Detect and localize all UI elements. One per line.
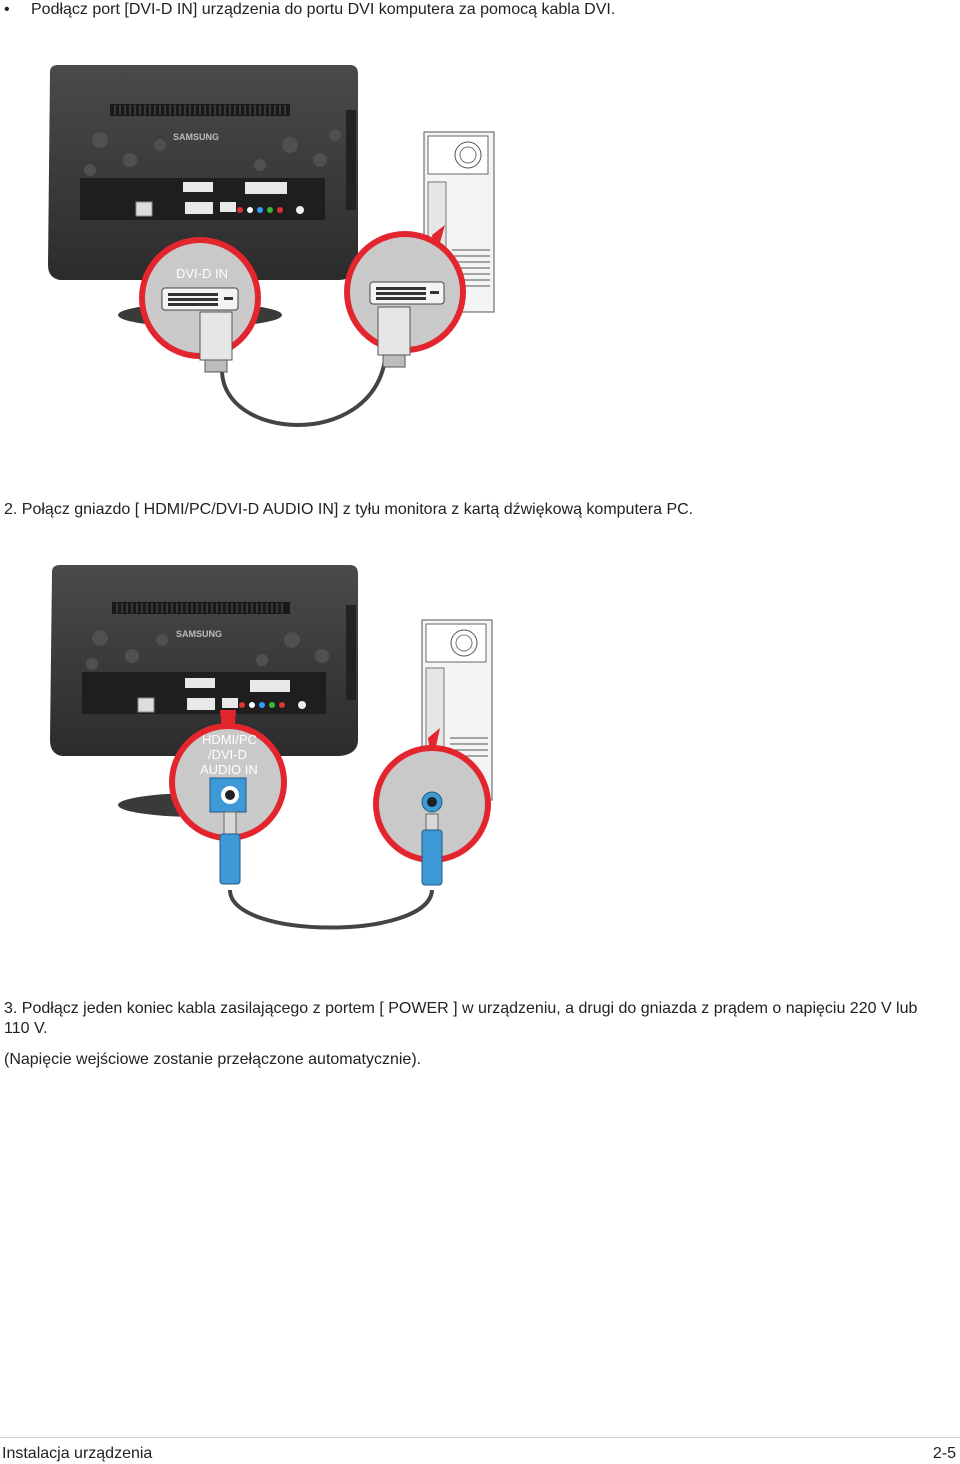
port-block-dvi bbox=[183, 182, 213, 192]
footer-page-number: 2-5 bbox=[932, 1445, 956, 1462]
callout-label-line3: AUDIO IN bbox=[200, 762, 258, 777]
audio-cable bbox=[230, 890, 432, 928]
dvi-cable bbox=[222, 360, 385, 425]
port-block-hdmi bbox=[220, 202, 236, 212]
power-port bbox=[136, 202, 152, 216]
monitor-vent bbox=[112, 602, 290, 614]
dvi-plug-monitor bbox=[200, 312, 232, 360]
port-block-scart bbox=[250, 680, 290, 692]
power-port bbox=[138, 698, 154, 712]
footer-divider bbox=[0, 1437, 960, 1438]
step2-text: 2. Połącz gniazdo [ HDMI/PC/DVI-D AUDIO IN] z tyłu monitora z kartą dźwiękową komputera PC. bbox=[4, 501, 694, 518]
callout-label-line2: /DVI-D bbox=[208, 747, 247, 762]
monitor-brand-logo: SAMSUNG bbox=[176, 629, 223, 639]
dvi-plug-pc bbox=[378, 307, 410, 355]
step3-text-line2: 110 V. bbox=[4, 1020, 48, 1037]
step3-text-line1: 3. Podłącz jeden koniec kabla zasilającego z portem [ POWER ] w urządzeniu, a drugi do gniazda z prądem o napięciu 220 V lub bbox=[4, 1000, 918, 1017]
port-block-scart bbox=[245, 182, 287, 194]
bullet-marker: • bbox=[4, 1, 10, 18]
pc-psu bbox=[428, 136, 488, 174]
footer-section-title: Instalacja urządzenia bbox=[2, 1445, 153, 1462]
audio-plug-pc bbox=[426, 814, 438, 830]
monitor-brand-logo: SAMSUNG bbox=[173, 132, 220, 142]
port-block-dvi bbox=[185, 678, 215, 688]
figure-dvi-connection bbox=[40, 60, 510, 440]
callout-label-dvi-d-in: DVI-D IN bbox=[176, 266, 228, 281]
port-block-vga bbox=[187, 698, 215, 710]
audio-plug-monitor bbox=[224, 812, 236, 834]
vent-slats bbox=[115, 105, 285, 115]
monitor-side-edge bbox=[346, 110, 356, 210]
monitor-side-edge bbox=[346, 605, 356, 700]
callout-label-line1: HDMI/PC bbox=[202, 732, 257, 747]
step1-text: Podłącz port [DVI-D IN] urządzenia do portu DVI komputera za pomocą kabla DVI. bbox=[31, 1, 616, 18]
figure-audio-connection bbox=[40, 560, 510, 940]
port-block-vga bbox=[185, 202, 213, 214]
step3-note: (Napięcie wejściowe zostanie przełączone automatycznie). bbox=[4, 1051, 422, 1068]
port-block-hdmi bbox=[222, 698, 238, 708]
